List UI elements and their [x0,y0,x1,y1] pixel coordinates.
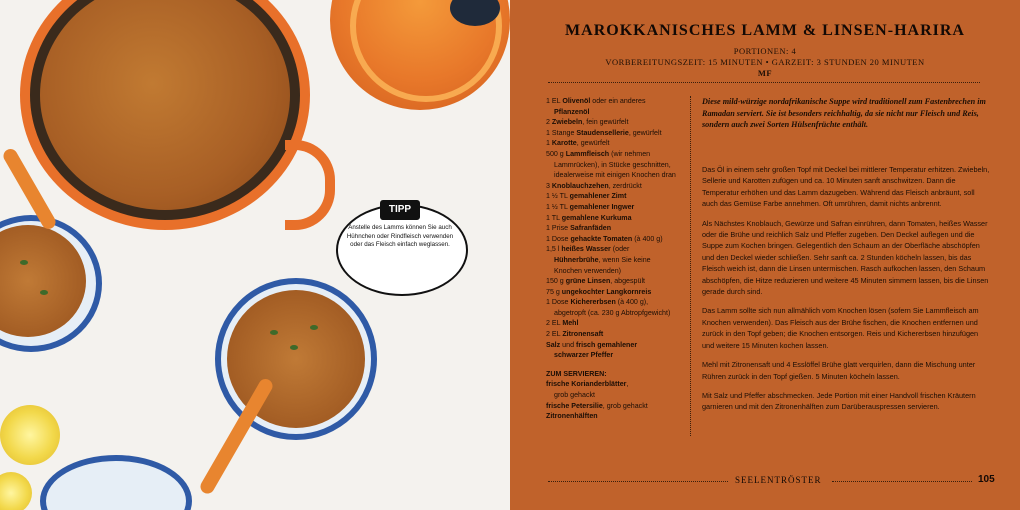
recipe-step: Als Nächstes Knoblauch, Gewürze und Safran einrühren, dann Tomaten, heißes Wasser oder die Brühe und reichlich Salz und Pfeffer zugeben. Den Deckel auflegen und die Suppe zum Kochen bringen. Gelegentlich den Schaum an der Oberfläche abschöpfen und den Deckel wieder schließen. Sehr sanft ca. 2 Stunden köcheln lassen, bis das Fleisch weich ist, dann die Linsen untermischen. Rasch aufkochen lassen, den Schaum abschöpfen, die Hitze reduzieren und weitere 45 Minuten simmern lassen, bis die Linsen gerade durch sind. [702,218,989,297]
serve-item: Zitronenhälften [546,412,598,421]
soup-bowl-bottom [40,455,192,510]
ingredient-item: Pflanzenöl [554,107,590,116]
tip-label: TIPP [380,200,420,220]
ingredient-item: 500 g Lammfleisch (wir nehmen [546,149,651,158]
ingredient-item: Hühnerbrühe, wenn Sie keine [554,255,651,264]
portions: PORTIONEN: 4 [733,46,797,56]
ingredient-item: 1 Prise Safranfäden [546,224,612,233]
ingredient-item: 2 Zwiebeln, fein gewürfelt [546,118,629,127]
ingredient-item: 1 EL Olivenöl oder ein anderes [546,97,646,105]
herb-garnish [40,290,48,295]
divider-vertical [690,96,691,436]
ingredient-item: 2 EL Mehl [546,319,579,328]
ingredient-item: 1 ½ TL gemahlener Ingwer [546,202,635,211]
ingredient-item: 1 Dose Kichererbsen (à 400 g), [546,298,649,307]
serve-item: frische Korianderblätter, [546,380,629,389]
ingredient-item: 1,5 l heißes Wasser (oder [546,245,630,254]
ingredient-item: 1 Dose gehackte Tomaten (à 400 g) [546,234,663,243]
serve-heading: ZUM SERVIEREN: [546,369,607,378]
ingredient-item: Lammrücken), in Stücke geschnitten, [554,160,671,169]
ingredient-item: 1 ½ TL gemahlener Zimt [546,192,627,201]
serve-item: grob gehackt [554,391,596,400]
ingredient-item: schwarzer Pfeffer [554,351,614,360]
page-number: 105 [978,474,995,485]
ingredient-item: Salz und frisch gemahlener [546,340,638,349]
recipe-step: Das Öl in einem sehr großen Topf mit Deckel bei mittlerer Temperatur erhitzen. Zwiebeln, Sellerie und Karotten zufügen und ca. 10 Minuten sanft anschwitzen. Dann die Temperatur erhöhen und das Lamm dazugeben. Während das Fleisch anbräunt, soll auch das Gemüse Farbe annehmen. Oft umrühren, damit nichts anbrennt. [702,165,990,209]
serve-item: frische Petersilie, grob gehackt [546,401,648,410]
recipe-steps [702,164,990,421]
ingredient-item: 2 EL Zitronensaft [546,330,604,339]
ingredient-item: 1 TL gemahlene Kurkuma [546,213,632,222]
ingredient-item: 1 Karotte, gewürfelt [546,139,610,148]
ingredient-item: 3 Knoblauchzehen, zerdrückt [546,181,642,190]
footer-divider-left [548,481,728,482]
recipe-title: MAROKKANISCHES LAMM & LINSEN-HARIRA [565,22,965,39]
ingredient-list [546,96,688,422]
times: VORBEREITUNGSZEIT: 15 MINUTEN • GARZEIT: 3 STUNDEN 20 MINUTEN [605,57,925,67]
ingredient-item: Knochen verwenden) [554,266,622,275]
ingredient-item: abgetropft (ca. 230 g Abtropfgewicht) [554,308,671,317]
recipe-step: Mehl mit Zitronensaft und 4 Esslöffel Brühe glatt verquirlen, dann die Mischung unter Rühren zurück in den Topf gießen. 5 Minuten köcheln lassen. [702,360,976,381]
divider-top [548,82,980,83]
lemon-half-2 [0,472,32,510]
herb-garnish [20,260,28,265]
herb-garnish [290,345,298,350]
tip-text: Anstelle des Lamms können Sie auch Hühnchen oder Rindfleisch verwenden oder das Fleisch einfach weglassen. [346,224,454,248]
ingredient-item: 1 Stange Staudensellerie, gewürfelt [546,128,662,137]
ingredient-item: idealerweise mit einigen Knochen dran [554,171,676,180]
ingredient-item: 150 g grüne Linsen, abgespült [546,277,645,286]
recipe-step: Das Lamm sollte sich nun allmählich vom Knochen lösen (sofern Sie Lammfleisch am Knochen verwenden). Das Fleisch aus der Brühe fischen, die Knochen entfernen und zurück in den Topf geben; die Knochen entsorgen. Reis und Kichererbsen hinzufügen und weitere 15 Minuten kochen lassen. [702,306,979,350]
diet-badge: MF [757,68,773,78]
herb-garnish [310,325,318,330]
ingredient-item: 75 g ungekochter Langkornreis [546,287,652,296]
pot-handle [285,140,335,230]
section-name: SEELENTRÖSTER [735,475,822,485]
recipe-intro: Diese mild-würzige nordafrikanische Suppe wird traditionell zum Fastenbrechen im Ramadan serviert. Sie ist besonders reichhaltig, da sie nicht nur Fleisch und Reis, sondern auch zwei Sorten Hülsenfrüchte enthält. [702,97,986,129]
lemon-half [0,405,60,465]
recipe-page [510,0,1020,510]
herb-garnish [270,330,278,335]
footer-divider-right [832,481,972,482]
recipe-step: Mit Salz und Pfeffer abschmecken. Jede Portion mit einer Handvoll frischen Kräutern garnieren und mit den Zitronenhälften zum Darüberauspressen servieren. [702,390,976,412]
